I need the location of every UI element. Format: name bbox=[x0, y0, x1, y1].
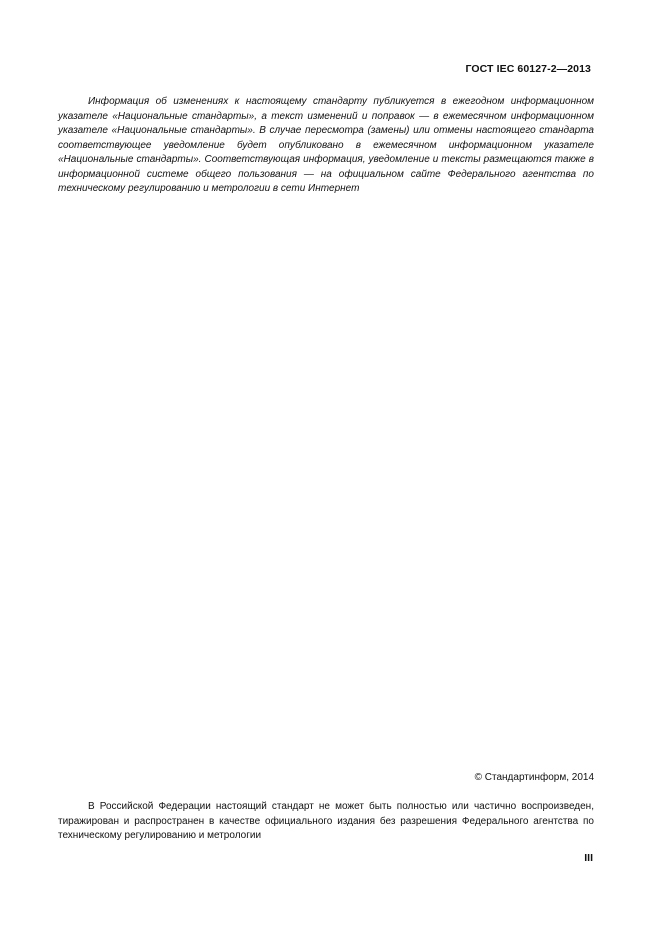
standard-code-header: ГОСТ IEC 60127-2—2013 bbox=[465, 63, 591, 75]
info-notice-block bbox=[58, 95, 594, 197]
copyright-notice: © Стандартинформ, 2014 bbox=[474, 772, 594, 783]
rights-notice-paragraph: В Российской Федерации настоящий стандарт не может быть полностью или частично воспроизведен, тиражирован и распространен в качестве официального издания без разрешения Федерального агентства по техническому регулированию и метрологии bbox=[58, 801, 594, 841]
page-number: III bbox=[584, 852, 593, 864]
info-notice-paragraph: Информация об изменениях к настоящему стандарту публикуется в ежегодном информационном указателе «Национальные стандарты», а текст изменений и поправок — в ежемесячном информационном указателе «Национальные стандарты». В случае пересмотра (замены) или отмены настоящего стандарта соответствующее уведомление будет опубликовано в ежемесячном информационном указателе «Национальные стандарты». Соответствующая информация, уведомление и тексты размещаются также в информационной системе общего пользования — на официальном сайте Федерального агентства по техническому регулированию и метрологии в сети Интернет bbox=[58, 96, 594, 194]
rights-notice-block bbox=[58, 800, 594, 844]
